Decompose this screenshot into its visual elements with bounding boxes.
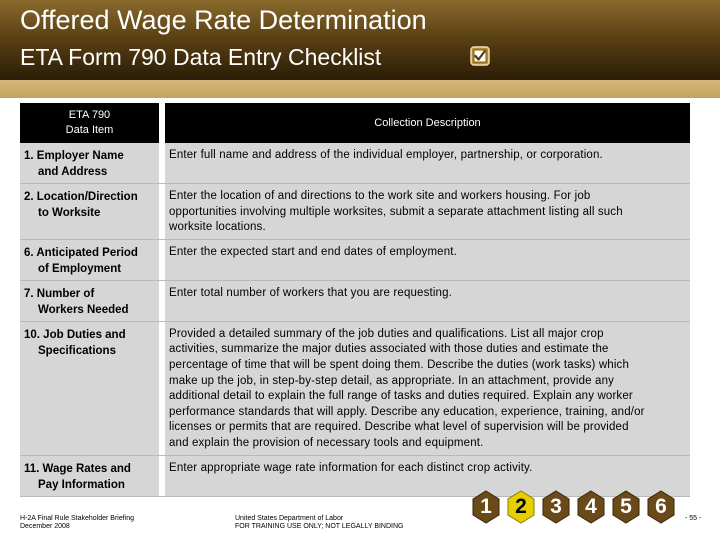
row-description: Enter total number of workers that you are requesting. xyxy=(165,280,690,321)
row-description: Enter the expected start and end dates of employment. xyxy=(165,239,690,280)
checklist-table xyxy=(20,103,690,497)
footer-department: United States Department of Labor FOR TRAINING USE ONLY; NOT LEGALLY BINDING xyxy=(235,515,404,530)
row-item: 1. Employer Name and Address xyxy=(20,143,159,184)
header-data-item: ETA 790 Data Item xyxy=(20,103,159,143)
step-5: 5 xyxy=(612,490,640,524)
table-row xyxy=(20,321,690,455)
step-1: 1 xyxy=(472,490,500,524)
table-row xyxy=(20,280,690,321)
step-indicator xyxy=(470,490,680,528)
table-row xyxy=(20,239,690,280)
row-description: Enter full name and address of the individual employer, partnership, or corporation. xyxy=(165,143,690,184)
table-row xyxy=(20,184,690,240)
page-subtitle: ETA Form 790 Data Entry Checklist xyxy=(20,44,382,70)
row-item: 10. Job Duties and Specifications xyxy=(20,321,159,455)
row-item: 11. Wage Rates and Pay Information xyxy=(20,455,159,496)
row-item: 2. Location/Direction to Worksite xyxy=(20,184,159,240)
table-row xyxy=(20,143,690,184)
checkbox-checked-icon xyxy=(470,46,490,66)
table-header-row xyxy=(20,103,690,143)
header-divider-bar xyxy=(0,80,720,98)
row-description: Provided a detailed summary of the job duties and qualifications. List all major crop activities, summarize the major duties associated with those duties and estimate the percentage of time that will be spent doing them. Describe the duties (work tasks) which make up the job, in step-by-step detail, as appropriate. In an attachment, provide any additional detail to explain the full range of tasks and duties required. Explain any worker performance standards that will apply. Describe any education, experience, training, and/or licenses or permits that are required. Describe what level of supervision will be provided and explain the provision of necessary tools and equipment. xyxy=(165,321,690,455)
row-description: Enter the location of and directions to the work site and workers housing. For job opportunities involving multiple worksites, submit a separate attachment listing all such worksite locations. xyxy=(165,184,690,240)
step-3: 3 xyxy=(542,490,570,524)
step-6: 6 xyxy=(647,490,675,524)
page-title: Offered Wage Rate Determination xyxy=(20,5,427,35)
step-2: 2 xyxy=(507,490,535,524)
page-number: - 55 - xyxy=(685,515,702,522)
row-description: Enter appropriate wage rate information for each distinct crop activity. xyxy=(165,455,690,496)
row-item: 7. Number of Workers Needed xyxy=(20,280,159,321)
header-collection-description: Collection Description xyxy=(165,103,690,143)
title-banner xyxy=(0,0,720,80)
footer-briefing: H-2A Final Rule Stakeholder Briefing December 2008 xyxy=(20,515,135,530)
step-4: 4 xyxy=(577,490,605,524)
row-item: 6. Anticipated Period of Employment xyxy=(20,239,159,280)
